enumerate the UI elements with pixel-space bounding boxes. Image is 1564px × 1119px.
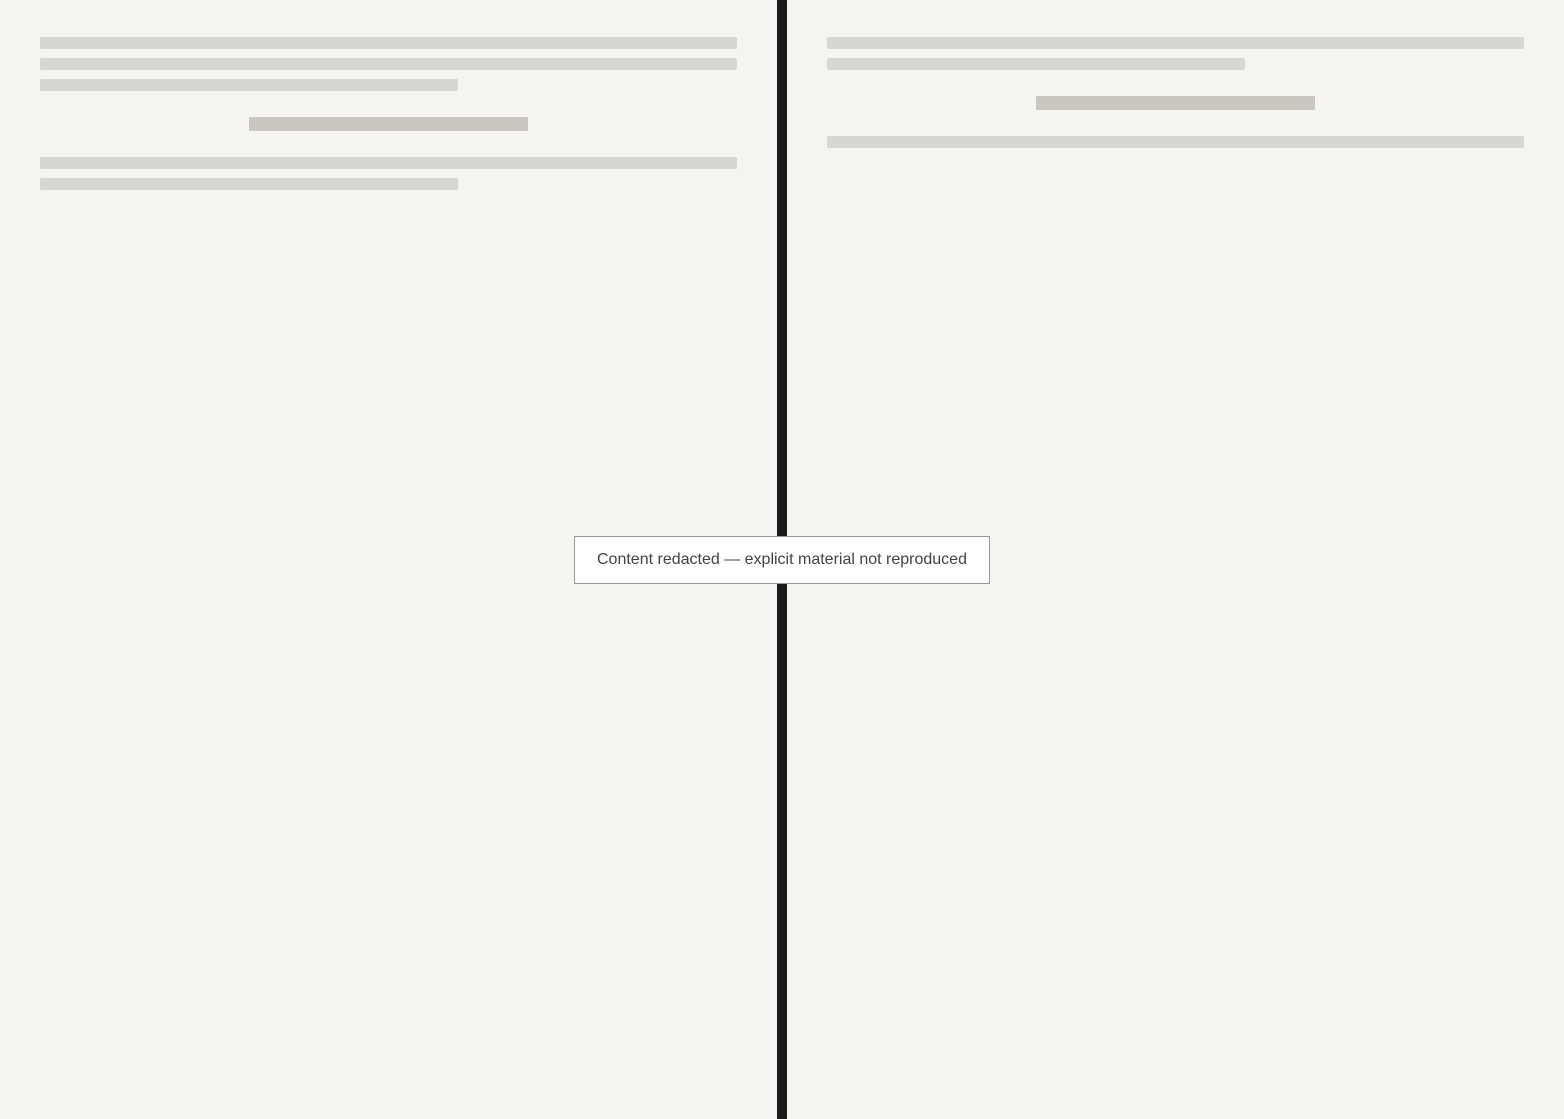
redaction-notice-text: Content redacted — explicit material not reproduced bbox=[574, 536, 990, 584]
